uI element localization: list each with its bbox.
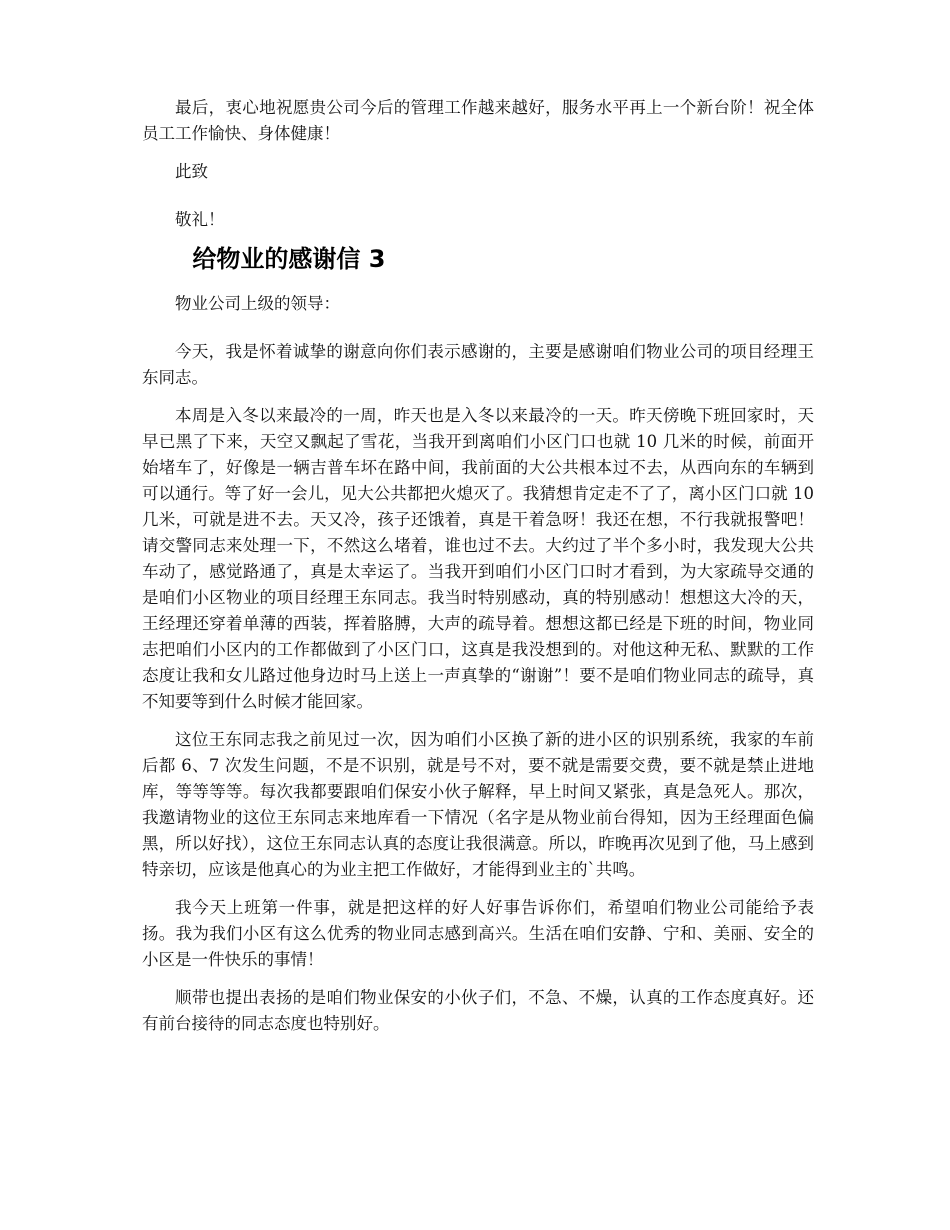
closing-line-1: 此致 xyxy=(175,162,208,181)
salutation: 物业公司上级的领导： xyxy=(175,294,340,313)
document-page xyxy=(142,95,814,1049)
closing-line-2: 敬礼！ xyxy=(175,210,225,229)
body-paragraph-2: 本周是入冬以来最冷的一周，昨天也是入冬以来最冷的一天。昨天傍晚下班回家时，天早已黑了下来，天空又飘起了雪花，当我开到离咱们小区门口也就 10 几米的时候，前面开始堵车了，好像是一辆吉普车坏在路中间，我前面的大公共根本过不去，从西向东的车辆到可以通行。等了好一会儿，见大公共都把火熄灭了。我猜想肯定走不了了，离小区门口就 10 几米，可就是进不去。天又冷，孩子还饿着，真是干着急呀！我还在想，不行我就报警吧！请交警同志来处理一下，不然这么堵着，谁也过不去。大约过了半个多小时，我发现大公共车动了，感觉路通了，真是太幸运了。当我开到咱们小区门口时才看到，为大家疏导交通的是咱们小区物业的项目经理王东同志。我当时特别感动，真的特别感动！想想这大冷的天，王经理还穿着单薄的西装，挥着胳膊，大声的疏导着。想想这都已经是下班的时间，物业同志把咱们小区内的工作都做到了小区门口，这真是我没想到的。对他这种无私、默默的工作态度让我和女儿路过他身边时马上送上一声真挚的“谢谢”！要不是咱们物业同志的疏导，真不知要等到什么时候才能回家。 xyxy=(142,406,814,711)
intro-paragraph: 最后，衷心地祝愿贵公司今后的管理工作越来越好，服务水平再上一个新台阶！祝全体员工工作愉快、身体健康！ xyxy=(142,98,814,143)
body-paragraph-3: 这位王东同志我之前见过一次，因为咱们小区换了新的进小区的识别系统，我家的车前后都 6、7 次发生问题，不是不识别，就是号不对，要不就是需要交费，要不就是禁止进地库，等等等等。每次我都要跟咱们保安小伙子解释，早上时间又紧张，真是急死人。那次，我邀请物业的这位王东同志来地库看一下情况（名字是从物业前台得知，因为王经理面色偏黑，所以好找），这位王东同志认真的态度让我很满意。所以，昨晚再次见到了他，马上感到特亲切，应该是他真心的为业主把工作做好，才能得到业主的`共鸣。 xyxy=(142,730,814,879)
body-paragraph-4: 我今天上班第一件事，就是把这样的好人好事告诉你们，希望咱们物业公司能给予表扬。我为我们小区有这么优秀的物业同志感到高兴。生活在咱们安静、宁和、美丽、安全的小区是一件快乐的事情！ xyxy=(142,898,814,969)
body-paragraph-1: 今天，我是怀着诚挚的谢意向你们表示感谢的，主要是感谢咱们物业公司的项目经理王东同志。 xyxy=(142,342,814,387)
body-paragraph-5: 顺带也提出表扬的是咱们物业保安的小伙子们，不急、不燥，认真的工作态度真好。还有前台接待的同志态度也特别好。 xyxy=(142,988,814,1033)
letter-heading: 给物业的感谢信 3 xyxy=(192,245,386,273)
